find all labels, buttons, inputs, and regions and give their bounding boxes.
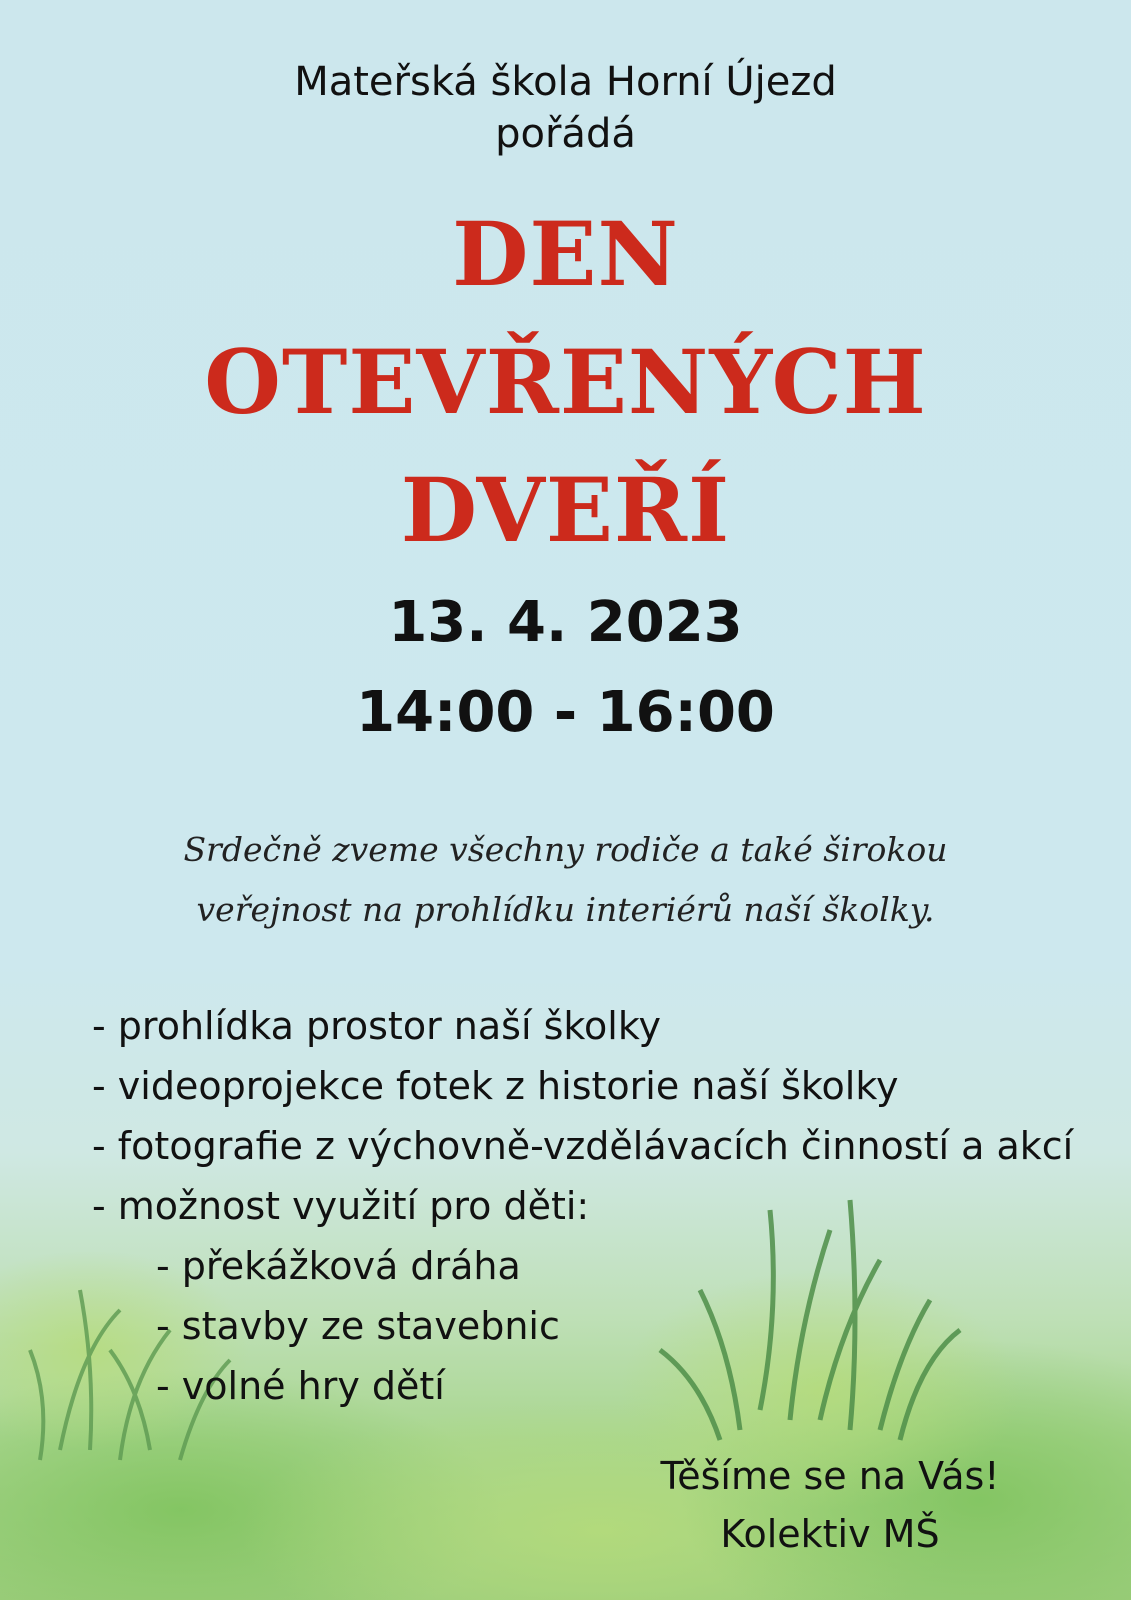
organizer-name: Mateřská škola Horní Újezd xyxy=(294,59,837,105)
invitation-line-2: veřejnost na prohlídku interiérů naší školky. xyxy=(196,890,935,929)
closing-block xyxy=(600,1447,1060,1563)
program-sub-item: - stavby ze stavebnic xyxy=(156,1304,560,1348)
organizer-block xyxy=(0,56,1131,160)
event-datetime xyxy=(0,578,1131,758)
program-item: - prohlídka prostor naší školky xyxy=(92,1004,661,1048)
program-sub-item: - překážková dráha xyxy=(156,1244,521,1288)
program-item: - možnost využití pro děti: xyxy=(92,1184,590,1228)
closing-signature: Kolektiv MŠ xyxy=(720,1512,940,1556)
title-line-2: OTEVŘENÝCH xyxy=(204,330,927,434)
title-line-1: DEN xyxy=(452,202,679,306)
invitation-text xyxy=(0,820,1131,940)
event-date: 13. 4. 2023 xyxy=(388,590,743,655)
title-line-3: DVEŘÍ xyxy=(400,458,731,562)
program-item: - fotografie z výchovně-vzdělávacích činností a akcí xyxy=(92,1124,1074,1168)
closing-greeting: Těšíme se na Vás! xyxy=(660,1454,1000,1498)
event-title xyxy=(0,190,1131,574)
event-time: 14:00 - 16:00 xyxy=(356,680,775,745)
program-sub-item: - volné hry dětí xyxy=(156,1364,445,1408)
organizer-verb: pořádá xyxy=(495,111,636,157)
program-list xyxy=(92,996,1073,1416)
program-item: - videoprojekce fotek z historie naší školky xyxy=(92,1064,899,1108)
invitation-line-1: Srdečně zveme všechny rodiče a také širokou xyxy=(183,830,948,869)
